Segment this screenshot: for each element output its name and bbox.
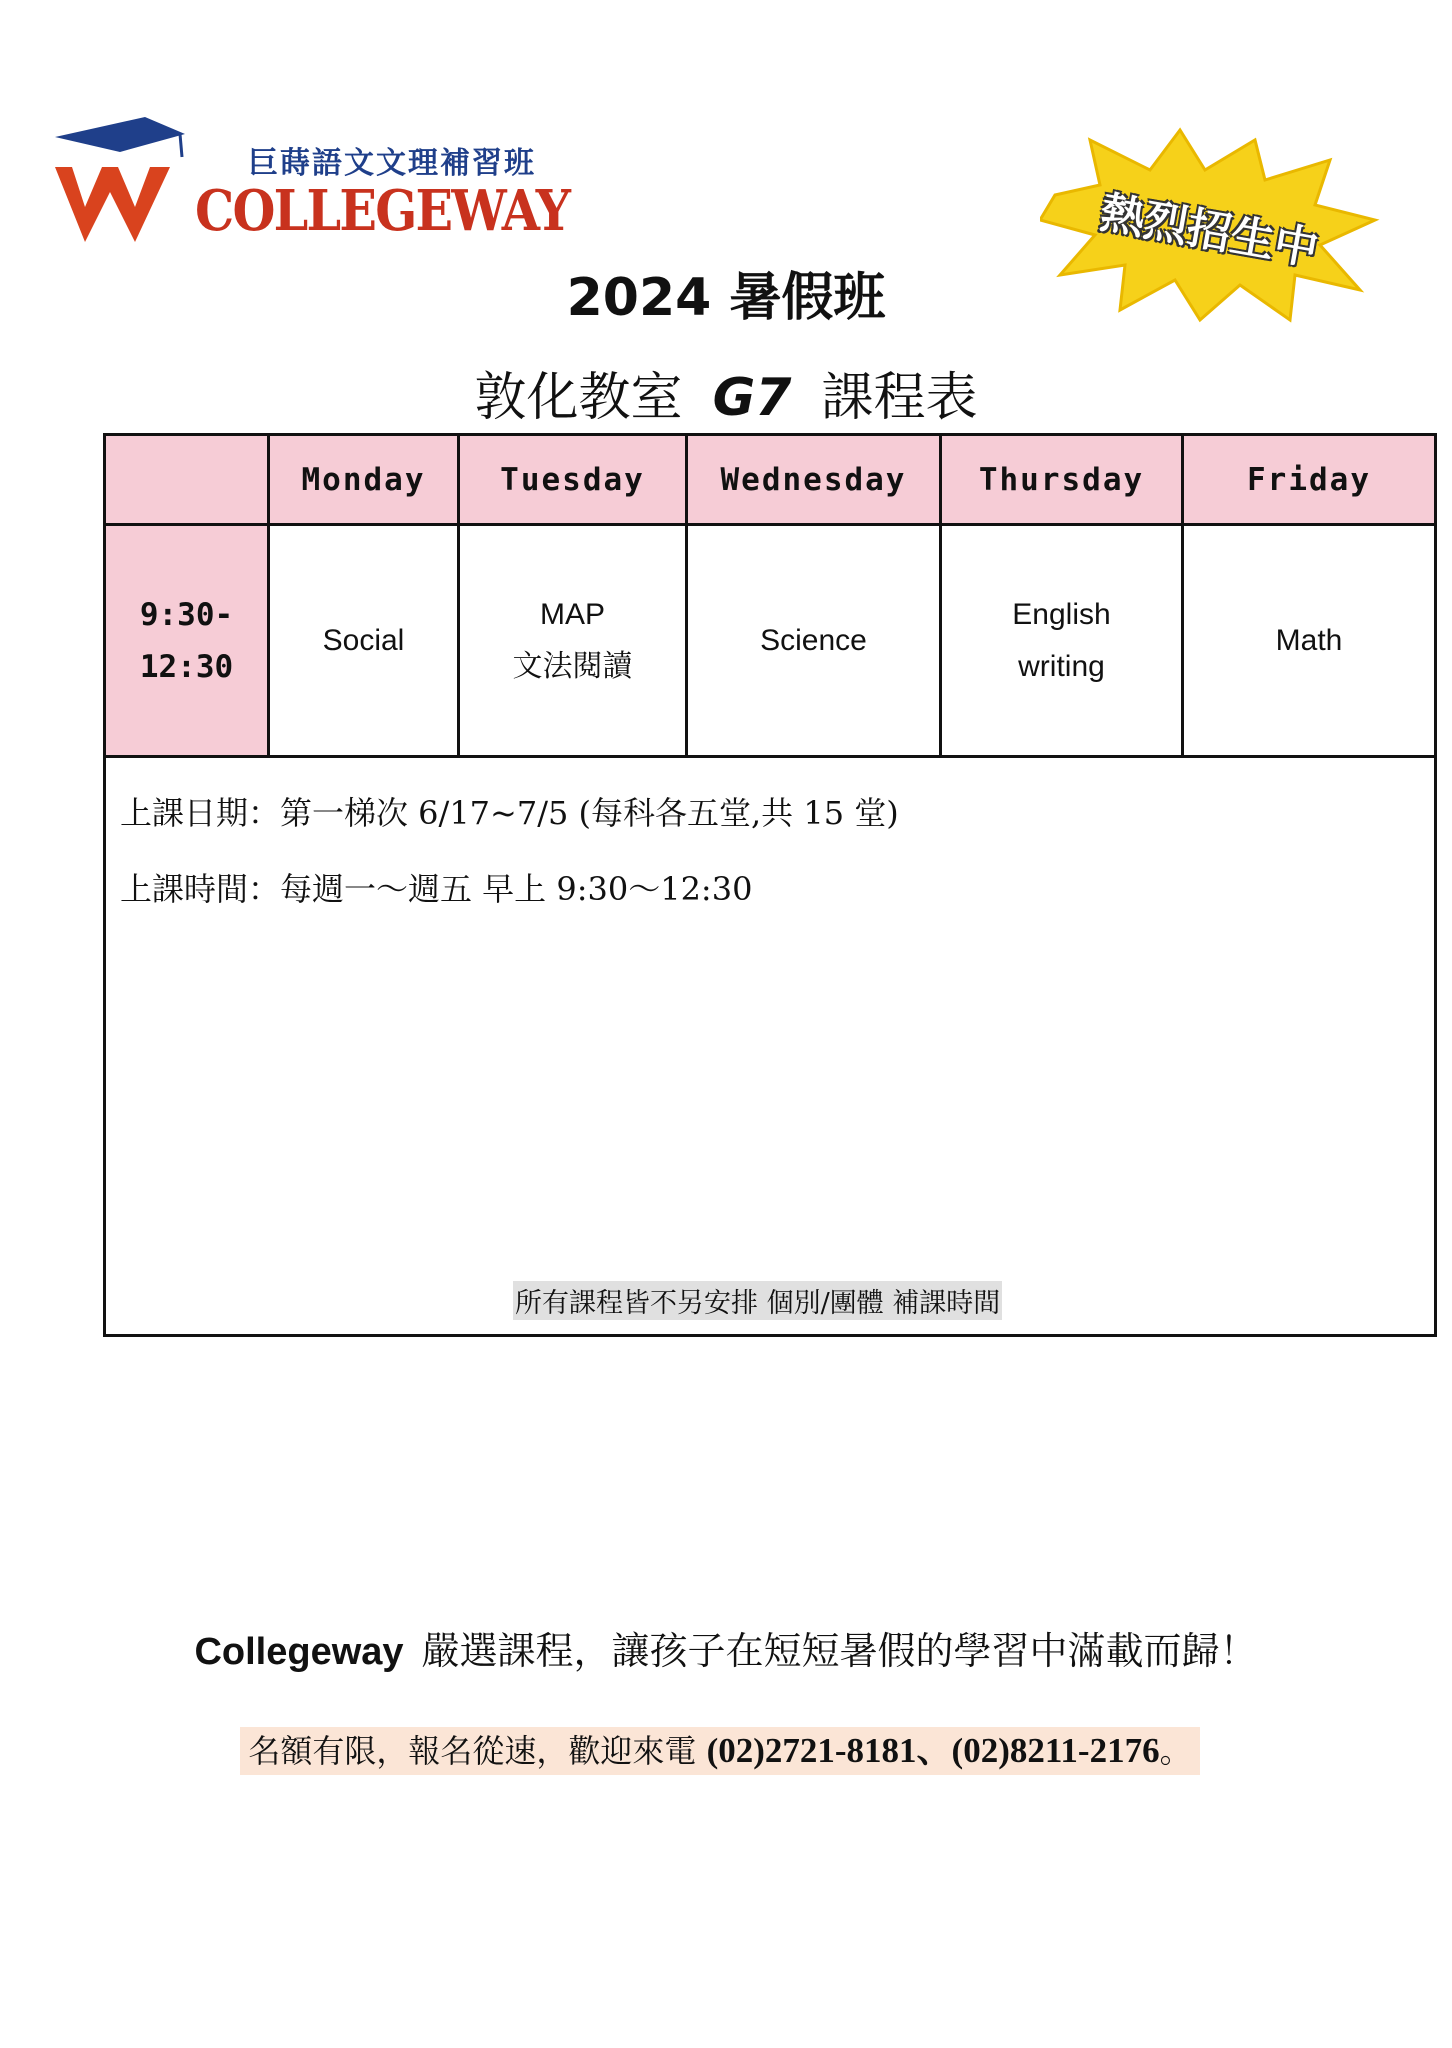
contact-phones: (02)2721-8181、(02)8211-2176 [706, 1731, 1160, 1770]
subject-monday [270, 526, 460, 755]
schedule-label: 課程表 [821, 368, 978, 428]
table-header-row [106, 436, 1434, 526]
subject-line: Science [760, 623, 867, 657]
collegeway-logo [50, 112, 570, 252]
page-subtitle [0, 355, 1452, 430]
enrollment-badge-text: 熱烈招生中 [1096, 187, 1322, 276]
header-friday: Friday [1184, 436, 1434, 523]
contact-info [240, 1727, 1200, 1775]
header-wednesday: Wednesday [688, 436, 942, 523]
time-end: 12:30 [139, 648, 234, 685]
class-dates: 上課日期：第一梯次 6/17~7/5 (每科各五堂,共 15 堂) [120, 794, 899, 832]
time-slot-cell [106, 526, 270, 755]
slogan [0, 1620, 1452, 1675]
header-monday: Monday [270, 436, 460, 523]
logo-chinese-name: 巨蒔語文文理補習班 [248, 146, 536, 181]
classroom-name: 敦化教室 [474, 368, 683, 428]
header-thursday: Thursday [942, 436, 1184, 523]
subject-line: writing [1018, 649, 1105, 683]
subject-thursday [942, 526, 1184, 755]
time-start: 9:30- [139, 596, 234, 633]
logo-english-name: COLLEGEWAY [195, 178, 570, 244]
schedule-table [103, 433, 1437, 1337]
subject-friday [1184, 526, 1434, 755]
header-tuesday: Tuesday [460, 436, 688, 523]
slogan-text: 嚴選課程，讓孩子在短短暑假的學習中滿載而歸！ [421, 1629, 1258, 1673]
subject-line: Social [322, 623, 405, 657]
class-times: 上課時間：每週一～週五 早上 9:30～12:30 [120, 870, 753, 908]
subject-line: English [1012, 597, 1111, 631]
subject-wednesday [688, 526, 942, 755]
subject-line: Math [1275, 623, 1343, 657]
grade-label: G7 [712, 368, 792, 428]
header-corner-cell [106, 436, 270, 523]
contact-end: 。 [1159, 1732, 1192, 1770]
contact-text: 名額有限，報名從速，歡迎來電 [248, 1732, 707, 1770]
subject-tuesday [460, 526, 688, 755]
subject-line: 文法閱讀 [512, 649, 633, 683]
page-title: 2024 暑假班 [566, 268, 886, 328]
slogan-brand: Collegeway [194, 1631, 404, 1673]
table-row [106, 526, 1434, 758]
makeup-note: 所有課程皆不另安排 個別/團體 補課時間 [513, 1281, 1002, 1320]
subject-line: MAP [539, 597, 605, 631]
